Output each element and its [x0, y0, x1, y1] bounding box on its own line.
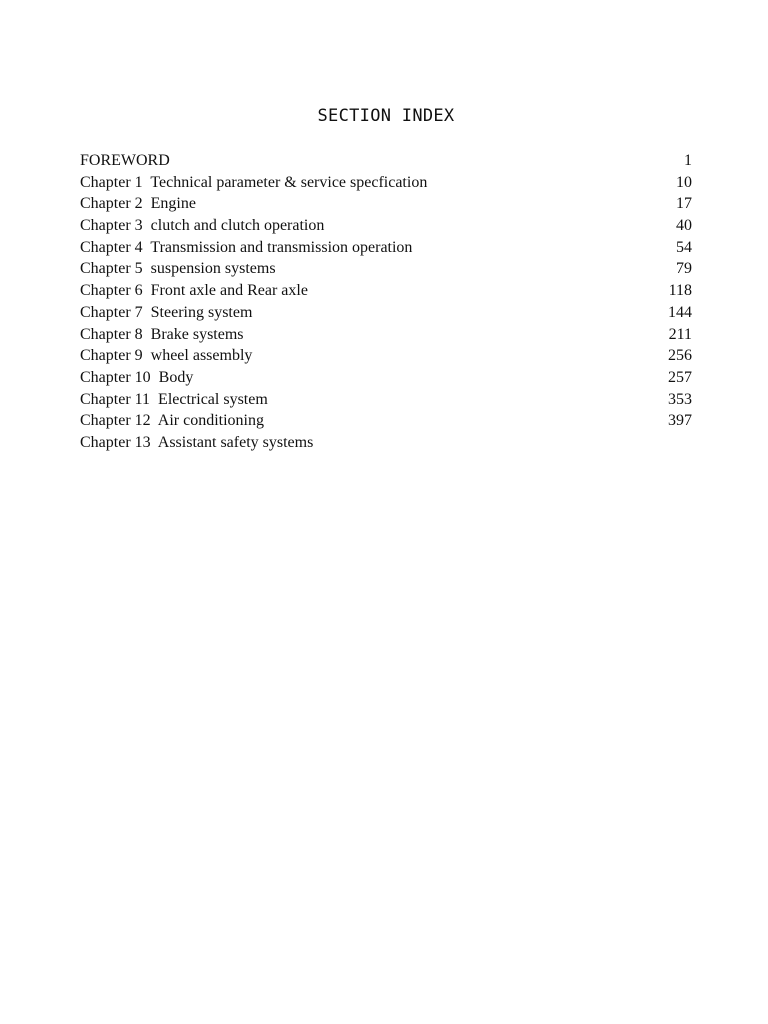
toc-row-chapter-5 — [80, 258, 692, 280]
toc-entry-label: Chapter 12 Air conditioning — [80, 412, 264, 430]
toc-row-chapter-7 — [80, 302, 692, 324]
toc-page-number: 79 — [676, 260, 692, 278]
toc-entry-label: Chapter 8 Brake systems — [80, 325, 244, 343]
toc-row-chapter-1 — [80, 172, 692, 194]
toc-row-chapter-13 — [80, 432, 692, 454]
toc-row-chapter-6 — [80, 280, 692, 302]
toc-page-number: 54 — [676, 238, 692, 256]
toc-entry-label: Chapter 3 clutch and clutch operation — [80, 217, 325, 235]
toc-page-number: 1 — [684, 152, 692, 169]
toc-entry-label: Chapter 4 Transmission and transmission operation — [80, 238, 413, 256]
toc-row-chapter-12 — [80, 410, 692, 432]
toc-entry-label: Chapter 5 suspension systems — [80, 260, 276, 278]
toc-page-number: 10 — [676, 173, 692, 191]
toc-entry-label: Chapter 13 Assistant safety systems — [80, 433, 314, 451]
page-title: SECTION INDEX — [317, 106, 455, 126]
toc-entry-label: Chapter 11 Electrical system — [80, 390, 268, 408]
toc-page-number: 353 — [668, 390, 692, 408]
toc-page-number: 17 — [676, 195, 692, 213]
table-of-contents — [80, 150, 692, 454]
toc-entry-label: Chapter 7 Steering system — [80, 303, 253, 321]
toc-row-chapter-3 — [80, 215, 692, 237]
toc-page-number: 40 — [676, 217, 692, 235]
toc-entry-label: Chapter 10 Body — [80, 368, 194, 386]
toc-row-foreword — [80, 150, 692, 172]
toc-entry-label: FOREWORD — [80, 152, 170, 169]
toc-row-chapter-11 — [80, 389, 692, 411]
toc-page-number: 144 — [668, 303, 692, 321]
toc-page-number: 211 — [668, 325, 692, 343]
toc-entry-label: Chapter 1 Technical parameter & service specfication — [80, 173, 428, 191]
toc-entry-label: Chapter 9 wheel assembly — [80, 347, 253, 365]
toc-page-number: 256 — [668, 347, 692, 365]
toc-row-chapter-9 — [80, 345, 692, 367]
toc-page-number: 257 — [668, 368, 692, 386]
toc-row-chapter-10 — [80, 367, 692, 389]
toc-row-chapter-2 — [80, 193, 692, 215]
toc-page-number: 118 — [668, 282, 692, 300]
toc-entry-label: Chapter 2 Engine — [80, 195, 196, 213]
toc-row-chapter-8 — [80, 324, 692, 346]
toc-page-number: 397 — [668, 412, 692, 430]
toc-row-chapter-4 — [80, 237, 692, 259]
toc-entry-label: Chapter 6 Front axle and Rear axle — [80, 282, 308, 300]
